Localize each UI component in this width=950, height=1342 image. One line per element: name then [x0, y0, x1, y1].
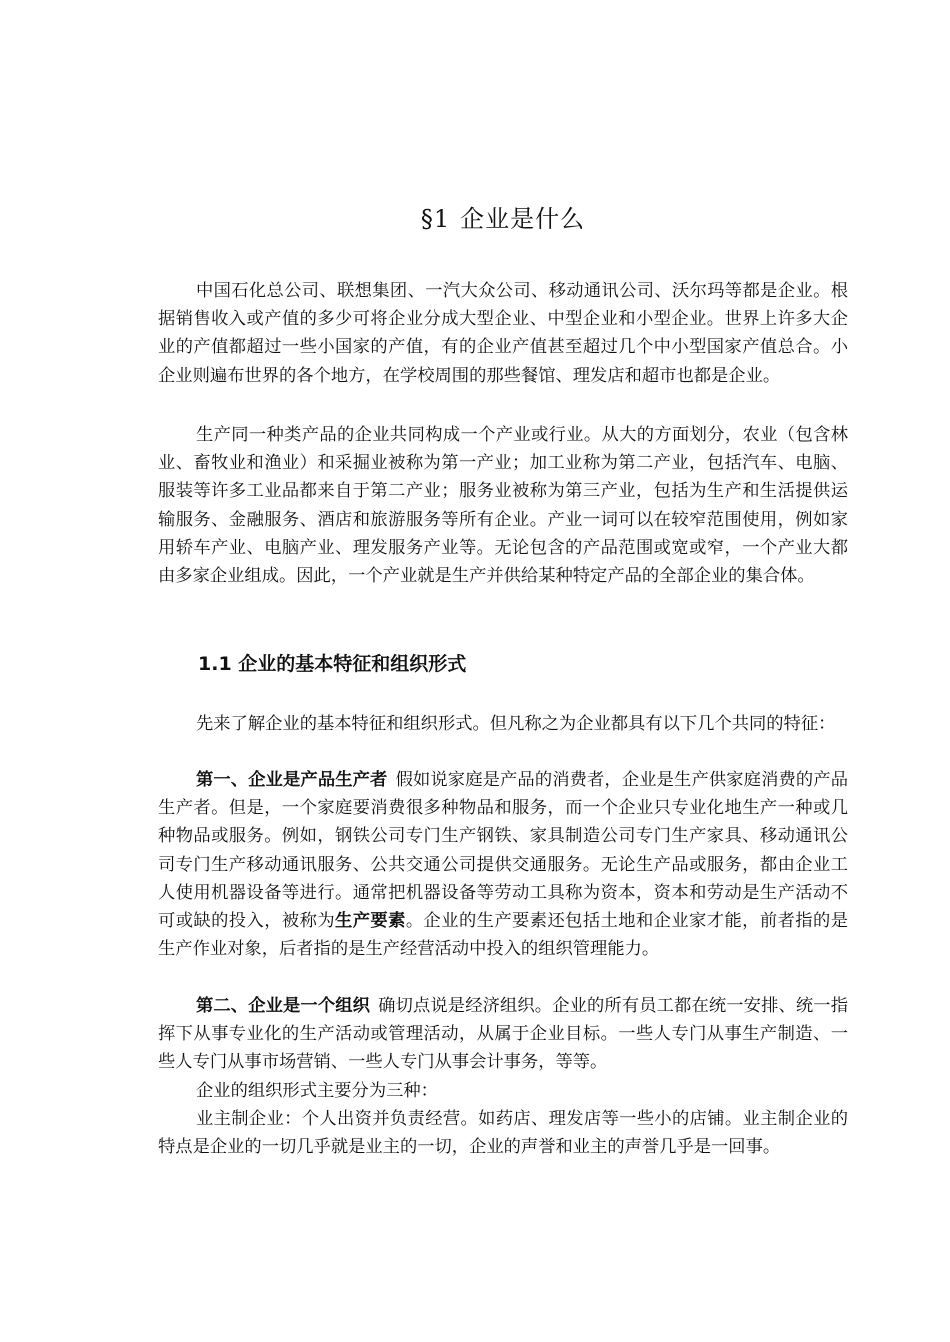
chapter-title [158, 197, 848, 241]
feature-1-text-continued: 。企业的生产要素还包括土地和企业家才能，前者指的是生产作业对象，后者指的是生产经营活动中投入的组织管理能力。 [158, 911, 848, 960]
feature-1-paragraph [158, 766, 848, 963]
intro-paragraph-2: 生产同一种类产品的企业共同构成一个产业或行业。从大的方面划分，农业（包含林业、畜牧业和渔业）和采掘业被称为第一产业；加工业称为第二产业，包括汽车、电脑、服装等许多工业品都来自于第二产业；服务业被称为第三产业，包括为生产和生活提供运输服务、金融服务、酒店和旅游服务等所有企业。产业一词可以在较窄范围使用，例如家用轿车产业、电脑产业、理发服务产业等。无论包含的产品范围或宽或窄，一个产业大都由多家企业组成。因此，一个产业就是生产并供给某种特定产品的全部企业的集合体。 [158, 425, 848, 587]
intro-paragraph-1: 中国石化总公司、联想集团、一汽大众公司、移动通讯公司、沃尔玛等都是企业。根据销售收入或产值的多少可将企业分成大型企业、中型企业和小型企业。世界上许多大企业的产值都超过一些小国家的产值，有的企业产值甚至超过几个中小型国家产值总合。小企业则遍布世界的各个地方，在学校周围的那些餐馆、理发店和超市也都是企业。 [158, 281, 848, 386]
feature-2-label: 第二、企业是一个组织 [196, 996, 371, 1016]
feature-1-text: 假如说家庭是产品的消费者，企业是生产供家庭消费的产品生产者。但是，一个家庭要消费很多种物品和服务，而一个企业只专业化地生产一种或几种物品或服务。例如，钢铁公司专门生产钢铁、家具制造公司专门生产家具、移动通讯公司专门生产移动通讯服务、公共交通公司提供交通服务。无论生产品或服务，都由企业工人使用机器设备等进行。通常把机器设备等劳动工具称为资本，资本和劳动是生产活动不可或缺的投入，被称为 [158, 770, 848, 932]
feature-2-paragraph [158, 992, 848, 1077]
section-heading: 1.1 企业的基本特征和组织形式 [198, 653, 467, 675]
chapter-title-text: 企业是什么 [460, 205, 586, 233]
production-factors-term: 生产要素 [335, 911, 406, 932]
sole-proprietorship-paragraph: 业主制企业：个人出资并负责经营。如药店、理发店等一些小的店铺。业主制企业的特点是企业的一切几乎就是业主的一切，企业的声誉和业主的声誉几乎是一回事。 [158, 1109, 848, 1158]
organization-forms-intro: 企业的组织形式主要分为三种： [196, 1081, 438, 1101]
feature-2-text: 确切点说是经济组织。企业的所有员工都在统一安排、统一指挥下从事专业化的生产活动或管理活动，从属于企业目标。一些人专门从事生产制造、一些人专门从事市场营销、一些人专门从事会计事务，等等。 [158, 996, 848, 1073]
chapter-symbol: §1 [420, 205, 451, 233]
feature-1-label: 第一、企业是产品生产者 [196, 770, 388, 790]
section-lead-paragraph: 先来了解企业的基本特征和组织形式。但凡称之为企业都具有以下几个共同的特征： [196, 714, 836, 734]
